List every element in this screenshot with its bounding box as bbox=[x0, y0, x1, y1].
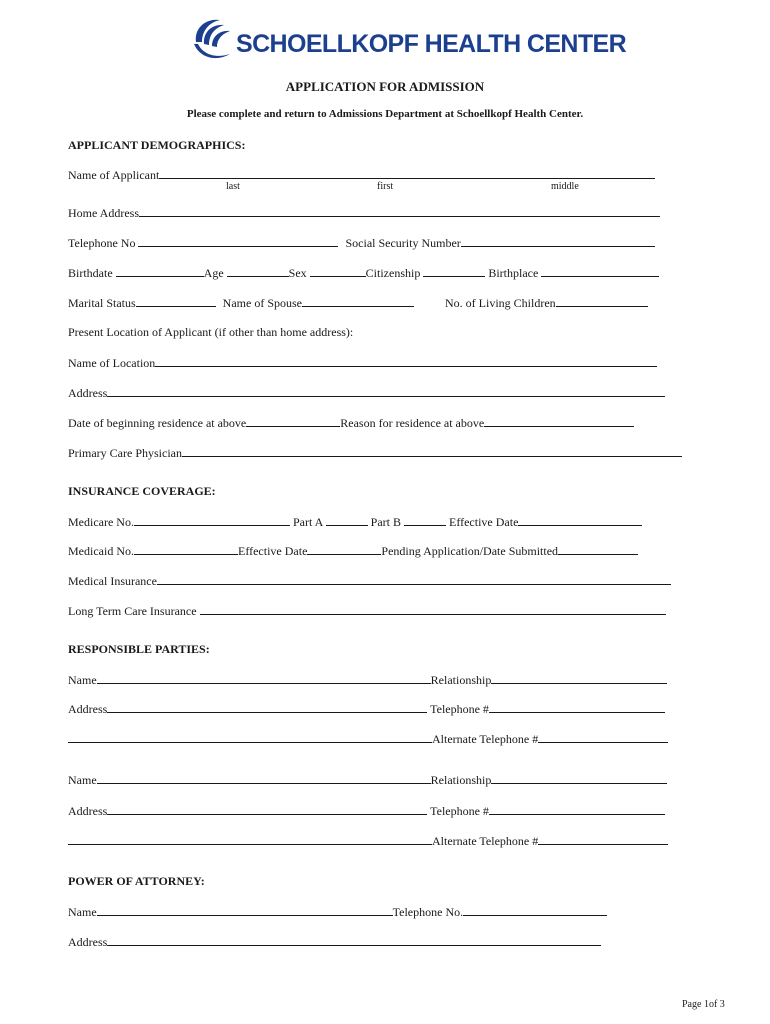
marital-status-field[interactable] bbox=[136, 295, 216, 307]
birthplace-field[interactable] bbox=[541, 265, 659, 277]
medical-insurance-row bbox=[68, 573, 671, 589]
birthplace-label: Birthplace bbox=[488, 266, 539, 280]
section-responsible: RESPONSIBLE PARTIES: bbox=[68, 642, 210, 656]
party1-alt-row bbox=[68, 731, 668, 747]
marital-status-label: Marital Status bbox=[68, 296, 136, 310]
party1-address-label: Address bbox=[68, 702, 108, 716]
attorney-name-field[interactable] bbox=[97, 904, 393, 916]
party2-telephone-label: Telephone # bbox=[430, 804, 489, 818]
physician-label: Primary Care Physician bbox=[68, 446, 182, 460]
party2-alt-telephone-field[interactable] bbox=[538, 833, 668, 845]
party1-address2-field[interactable] bbox=[68, 731, 432, 743]
medicare-effective-field[interactable] bbox=[518, 514, 642, 526]
page-title: APPLICATION FOR ADMISSION bbox=[285, 79, 485, 94]
home-address-field[interactable] bbox=[139, 205, 660, 217]
schoellkopf-logo bbox=[190, 14, 627, 66]
party1-alt-telephone-label: Alternate Telephone # bbox=[432, 732, 539, 746]
party1-name-label: Name bbox=[68, 673, 97, 687]
birthdate-label: Birthdate bbox=[68, 266, 113, 280]
part-a-field[interactable] bbox=[326, 514, 368, 526]
location-address-label: Address bbox=[68, 386, 108, 400]
location-address-field[interactable] bbox=[107, 385, 665, 397]
party2-alt-row bbox=[68, 833, 668, 849]
children-label: No. of Living Children bbox=[445, 296, 556, 310]
birthdate-field[interactable] bbox=[116, 265, 204, 277]
page-subtitle: Please complete and return to Admissions Department at Schoellkopf Health Center. bbox=[186, 108, 584, 120]
part-a-label: Part A bbox=[292, 515, 323, 529]
party2-relationship-field[interactable] bbox=[491, 772, 667, 784]
party1-telephone-label: Telephone # bbox=[430, 702, 489, 716]
location-name-field[interactable] bbox=[155, 355, 657, 367]
age-field[interactable] bbox=[227, 265, 289, 277]
swoosh-icon bbox=[190, 14, 236, 66]
residence-date-field[interactable] bbox=[246, 415, 340, 427]
long-term-row bbox=[68, 603, 666, 619]
attorney-telephone-label: Telephone No. bbox=[392, 905, 464, 919]
section-insurance: INSURANCE COVERAGE: bbox=[68, 484, 216, 498]
marital-row bbox=[68, 295, 648, 311]
telephone-field[interactable] bbox=[138, 235, 338, 247]
location-name-row bbox=[68, 355, 657, 371]
medicare-row bbox=[68, 514, 642, 530]
medicaid-label: Medicaid No. bbox=[68, 544, 134, 558]
citizenship-label: Citizenship bbox=[365, 266, 421, 280]
spouse-label: Name of Spouse bbox=[222, 296, 302, 310]
party2-telephone-field[interactable] bbox=[489, 803, 665, 815]
party1-name-row bbox=[68, 672, 667, 688]
physician-field[interactable] bbox=[182, 445, 682, 457]
logo-text: SCHOELLKOPF HEALTH CENTER bbox=[236, 30, 627, 58]
part-b-label: Part B bbox=[370, 515, 401, 529]
name-sub-middle: middle bbox=[551, 181, 579, 192]
present-location-heading: Present Location of Applicant (if other than home address): bbox=[68, 325, 354, 339]
page-number: Page 1of 3 bbox=[682, 999, 725, 1010]
medicaid-field[interactable] bbox=[134, 543, 238, 555]
party2-address2-field[interactable] bbox=[68, 833, 432, 845]
party1-address-row bbox=[68, 701, 665, 717]
children-field[interactable] bbox=[556, 295, 648, 307]
party2-name-field[interactable] bbox=[97, 772, 431, 784]
residence-reason-field[interactable] bbox=[484, 415, 634, 427]
citizenship-field[interactable] bbox=[423, 265, 485, 277]
residence-reason-label: Reason for residence at above bbox=[340, 416, 485, 430]
party2-address-label: Address bbox=[68, 804, 108, 818]
party1-address-field[interactable] bbox=[107, 701, 427, 713]
telephone-row bbox=[68, 235, 655, 251]
medical-insurance-field[interactable] bbox=[157, 573, 671, 585]
long-term-field[interactable] bbox=[200, 603, 666, 615]
location-name-label: Name of Location bbox=[68, 356, 156, 370]
medicaid-effective-field[interactable] bbox=[307, 543, 381, 555]
party2-relationship-label: Relationship bbox=[430, 773, 492, 787]
pending-label: Pending Application/Date Submitted bbox=[381, 544, 559, 558]
attorney-address-label: Address bbox=[68, 935, 108, 949]
applicant-name-field[interactable] bbox=[159, 167, 655, 179]
party1-name-field[interactable] bbox=[97, 672, 431, 684]
party2-name-row bbox=[68, 772, 667, 788]
pending-field[interactable] bbox=[558, 543, 638, 555]
home-address-row bbox=[68, 205, 660, 221]
part-b-field[interactable] bbox=[404, 514, 446, 526]
name-sub-first: first bbox=[377, 181, 394, 192]
sex-field[interactable] bbox=[310, 265, 366, 277]
party1-relationship-field[interactable] bbox=[491, 672, 667, 684]
medicare-label: Medicare No. bbox=[68, 515, 134, 529]
long-term-label: Long Term Care Insurance bbox=[68, 604, 197, 618]
section-attorney: POWER OF ATTORNEY: bbox=[68, 874, 205, 888]
ssn-field[interactable] bbox=[461, 235, 655, 247]
attorney-telephone-field[interactable] bbox=[463, 904, 607, 916]
party2-name-label: Name bbox=[68, 773, 97, 787]
telephone-label: Telephone No bbox=[68, 236, 136, 250]
spouse-field[interactable] bbox=[302, 295, 414, 307]
party1-telephone-field[interactable] bbox=[489, 701, 665, 713]
party1-relationship-label: Relationship bbox=[430, 673, 492, 687]
home-address-label: Home Address bbox=[68, 206, 139, 220]
medicaid-row bbox=[68, 543, 638, 559]
residence-row bbox=[68, 415, 634, 431]
medicare-field[interactable] bbox=[134, 514, 290, 526]
birthdate-row bbox=[68, 265, 659, 281]
section-demographics: APPLICANT DEMOGRAPHICS: bbox=[68, 138, 246, 152]
medicare-effective-label: Effective Date bbox=[449, 515, 519, 529]
attorney-name-label: Name bbox=[68, 905, 97, 919]
attorney-name-row bbox=[68, 904, 607, 920]
residence-date-label: Date of beginning residence at above bbox=[68, 416, 247, 430]
medical-insurance-label: Medical Insurance bbox=[68, 574, 157, 588]
party2-address-field[interactable] bbox=[107, 803, 427, 815]
party1-alt-telephone-field[interactable] bbox=[538, 731, 668, 743]
name-sub-last: last bbox=[226, 181, 240, 192]
location-address-row bbox=[68, 385, 665, 401]
applicant-name-label: Name of Applicant bbox=[68, 168, 160, 182]
attorney-address-row bbox=[68, 934, 601, 950]
sex-label: Sex bbox=[288, 266, 307, 280]
age-label: Age bbox=[203, 266, 224, 280]
physician-row bbox=[68, 445, 682, 461]
attorney-address-field[interactable] bbox=[107, 934, 601, 946]
party2-alt-telephone-label: Alternate Telephone # bbox=[432, 834, 539, 848]
ssn-label: Social Security Number bbox=[345, 236, 461, 250]
party2-address-row bbox=[68, 803, 665, 819]
medicaid-effective-label: Effective Date bbox=[237, 544, 308, 558]
